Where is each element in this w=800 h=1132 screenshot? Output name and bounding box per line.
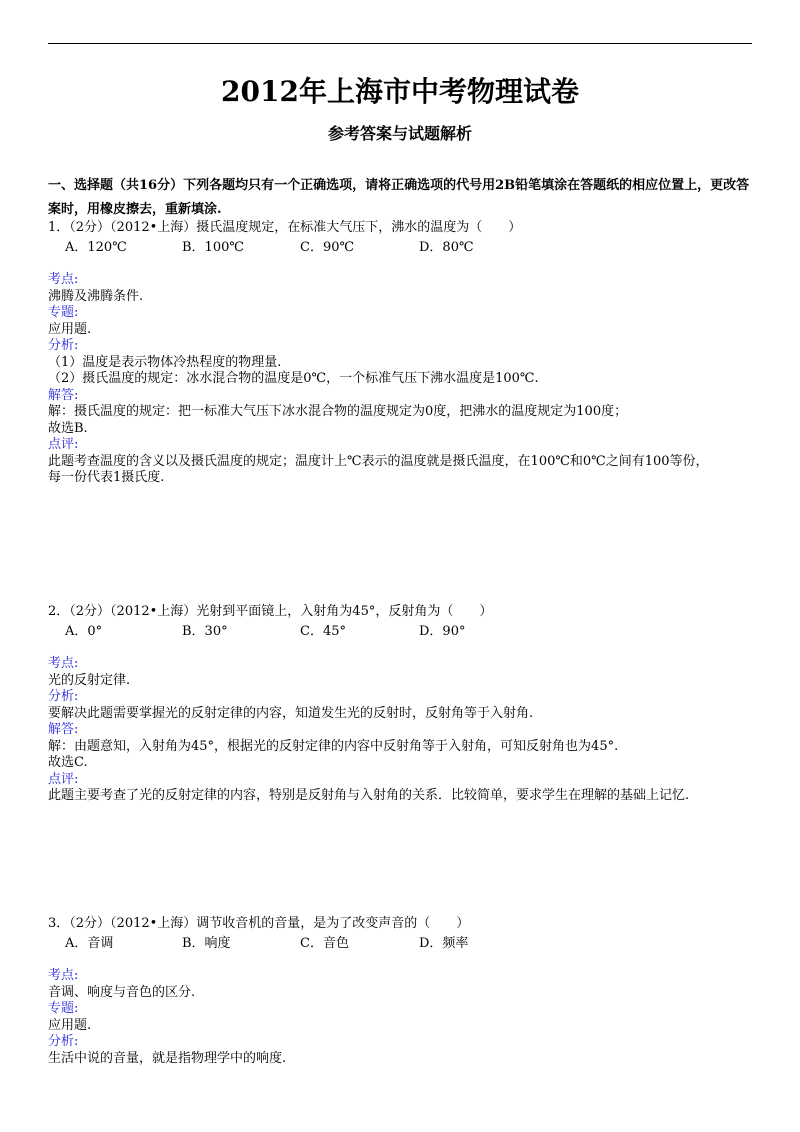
question-stem: 2．（2分）（2012•上海）光射到平面镜上，入射角为45°，反射角为（ ）: [48, 604, 493, 619]
kaodian-label: 考点:: [48, 272, 79, 287]
dianping-line: 此题考查温度的含义以及摄氏温度的规定；温度计上℃表示的温度就是摄氏温度，在100℃和0℃之间有100等份，: [48, 453, 709, 469]
choice-a: A．120℃: [65, 240, 127, 255]
jieda-label: 解答:: [48, 722, 79, 737]
fenxi-label: 分析:: [48, 689, 79, 704]
kaodian-text: 沸腾及沸腾条件.: [48, 288, 144, 304]
jieda-label: 解答:: [48, 387, 79, 403]
kaodian-label: 考点:: [48, 968, 79, 983]
choice-d: D．频率: [419, 936, 469, 951]
fenxi-line: （2）摄氏温度的规定：冰水混合物的温度是0℃，一个标准气压下沸水温度是100℃.: [48, 371, 539, 386]
fenxi-line: 生活中说的音量，就是指物理学中的响度.: [48, 1050, 287, 1066]
question-2: [48, 602, 752, 805]
choice-d: D．90°: [419, 624, 466, 639]
question-stem: 3．（2分）（2012•上海）调节收音机的音量，是为了改变声音的（ ）: [48, 916, 470, 931]
kaodian-label: 考点:: [48, 656, 79, 671]
choice-c: C．45°: [300, 624, 346, 639]
page-title: 2012年上海市中考物理试卷: [221, 75, 579, 108]
choice-c: C．90℃: [300, 240, 355, 255]
kaodian-text: 光的反射定律.: [48, 672, 131, 688]
choice-b: B．响度: [182, 936, 231, 951]
jieda-line: 解：由题意知，入射角为45°，根据光的反射定律的内容中反射角等于入射角，可知反射角也为45°.: [48, 738, 619, 754]
question-stem: 1．（2分）（2012•上海）摄氏温度规定，在标准大气压下，沸水的温度为（ ）: [48, 220, 522, 235]
jieda-line: 故选B.: [48, 420, 88, 436]
choice-a: A．0°: [65, 624, 103, 639]
dianping-label: 点评:: [48, 771, 79, 787]
choice-c: C．音色: [300, 936, 349, 951]
choice-d: D．80℃: [419, 240, 474, 255]
fenxi-line: （1）温度是表示物体冷热程度的物理量.: [48, 354, 282, 370]
choice-b: B．30°: [182, 624, 228, 639]
choice-list: [48, 238, 752, 258]
dianping-line: 每一份代表1摄氏度.: [48, 470, 165, 485]
choice-a: A．音调: [65, 936, 114, 951]
zhuanti-label: 专题:: [48, 1001, 79, 1016]
fenxi-label: 分析:: [48, 338, 79, 353]
jieda-line: 解：摄氏温度的规定：把一标准大气压下冰水混合物的温度规定为0度，把沸水的温度规定为100度；: [48, 404, 628, 419]
kaodian-text: 音调、响度与音色的区分.: [48, 984, 196, 1000]
fenxi-line: 要解决此题需要掌握光的反射定律的内容，知道发生光的反射时，反射角等于入射角.: [48, 705, 534, 721]
question-1: [48, 218, 752, 487]
choice-list: [48, 622, 752, 642]
section-heading: 一、选择题（共16分）下列各题均只有一个正确选项，请将正确选项的代号用2B铅笔填涂在答题纸的相应位置上，更改答案时，用橡皮擦去，重新填涂.: [48, 178, 750, 217]
dianping-label: 点评:: [48, 437, 79, 452]
zhuanti-label: 专题:: [48, 305, 79, 320]
zhuanti-text: 应用题.: [48, 1017, 92, 1033]
choice-b: B．100℃: [182, 240, 244, 255]
choice-list: [48, 934, 752, 954]
dianping-line: 此题主要考查了光的反射定律的内容，特别是反射角与入射角的关系．比较简单，要求学生在理解的基础上记忆.: [48, 788, 690, 803]
page-subtitle: 参考答案与试题解析: [327, 124, 472, 143]
question-3: [48, 914, 752, 1067]
zhuanti-text: 应用题.: [48, 321, 92, 337]
fenxi-label: 分析:: [48, 1034, 79, 1049]
header-rule: [48, 43, 752, 44]
jieda-line: 故选C.: [48, 755, 88, 770]
